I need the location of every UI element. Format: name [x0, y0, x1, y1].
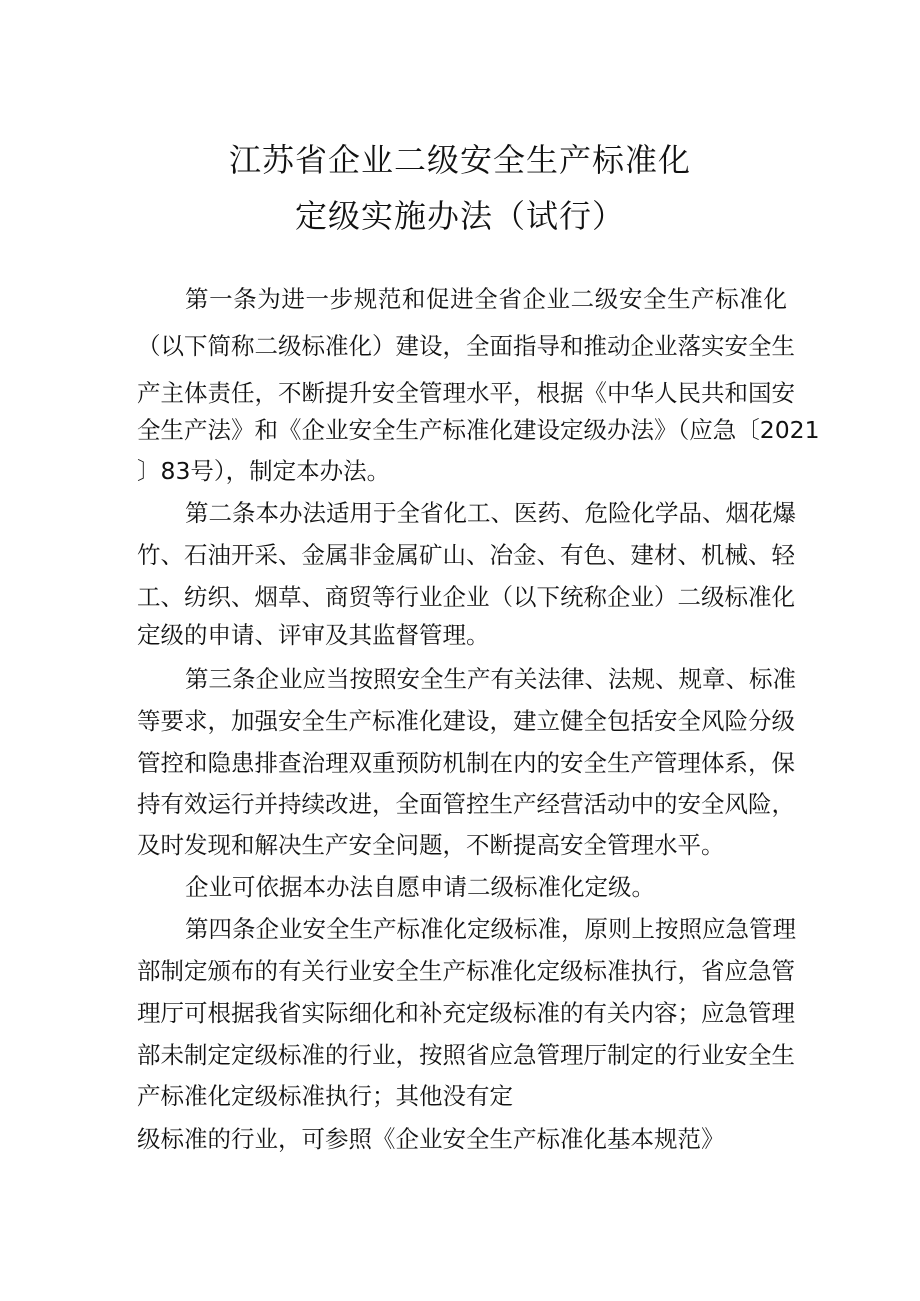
document-title-line-2: 定级实施办法（试行） — [294, 197, 625, 235]
article-3-supplement: 企业可依据本办法自愿申请二级标准化定级。 — [185, 873, 655, 901]
article-2-line-3: 工、纺织、烟草、商贸等行业企业（以下统称企业）二级标准化 — [137, 583, 795, 611]
article-2-line-1: 第二条本办法适用于全省化工、医药、危险化学品、烟花爆 — [185, 499, 796, 527]
article-2-line-4: 定级的申请、评审及其监督管理。 — [137, 621, 490, 649]
article-3-line-2: 等要求，加强安全生产标准化建设，建立健全包括安全风险分级 — [137, 707, 795, 735]
article-4-line-3: 理厅可根据我省实际细化和补充定级标准的有关内容；应急管理 — [137, 999, 795, 1027]
article-4-line-1: 第四条企业安全生产标准化定级标准，原则上按照应急管理 — [185, 915, 796, 943]
article-1-line-1: 第一条为进一步规范和促进全省企业二级安全生产标准化 — [185, 285, 787, 313]
document-title-line-1: 江苏省企业二级安全生产标准化 — [228, 141, 691, 179]
article-1-line-4: 全生产法》和《企业安全生产标准化建设定级办法》（应急〔2021 — [137, 416, 820, 444]
article-4-line-4: 部未制定定级标准的行业，按照省应急管理厅制定的行业安全生 — [137, 1041, 795, 1069]
article-4-line-6: 级标准的行业，可参照《企业安全生产标准化基本规范》 — [137, 1125, 725, 1153]
article-4-line-5: 产标准化定级标准执行；其他没有定 — [137, 1082, 513, 1110]
article-4-line-2: 部制定颁布的有关行业安全生产标准化定级标准执行，省应急管 — [137, 957, 795, 985]
article-3-line-3: 管控和隐患排查治理双重预防机制在内的安全生产管理体系，保 — [137, 749, 795, 777]
article-1-line-3: 产主体责任，不断提升安全管理水平，根据《中华人民共和国安 — [137, 379, 795, 407]
article-3-line-1: 第三条企业应当按照安全生产有关法律、法规、规章、标准 — [185, 665, 796, 693]
article-1-line-2: （以下简称二级标准化）建设，全面指导和推动企业落实安全生 — [137, 332, 795, 360]
article-2-line-2: 竹、石油开采、金属非金属矿山、冶金、有色、建材、机械、轻 — [137, 541, 795, 569]
article-3-line-5: 及时发现和解决生产安全问题，不断提高安全管理水平。 — [137, 831, 725, 859]
article-3-line-4: 持有效运行并持续改进，全面管控生产经营活动中的安全风险， — [137, 790, 795, 818]
article-1-line-5: 〕83号），制定本办法。 — [137, 457, 391, 485]
